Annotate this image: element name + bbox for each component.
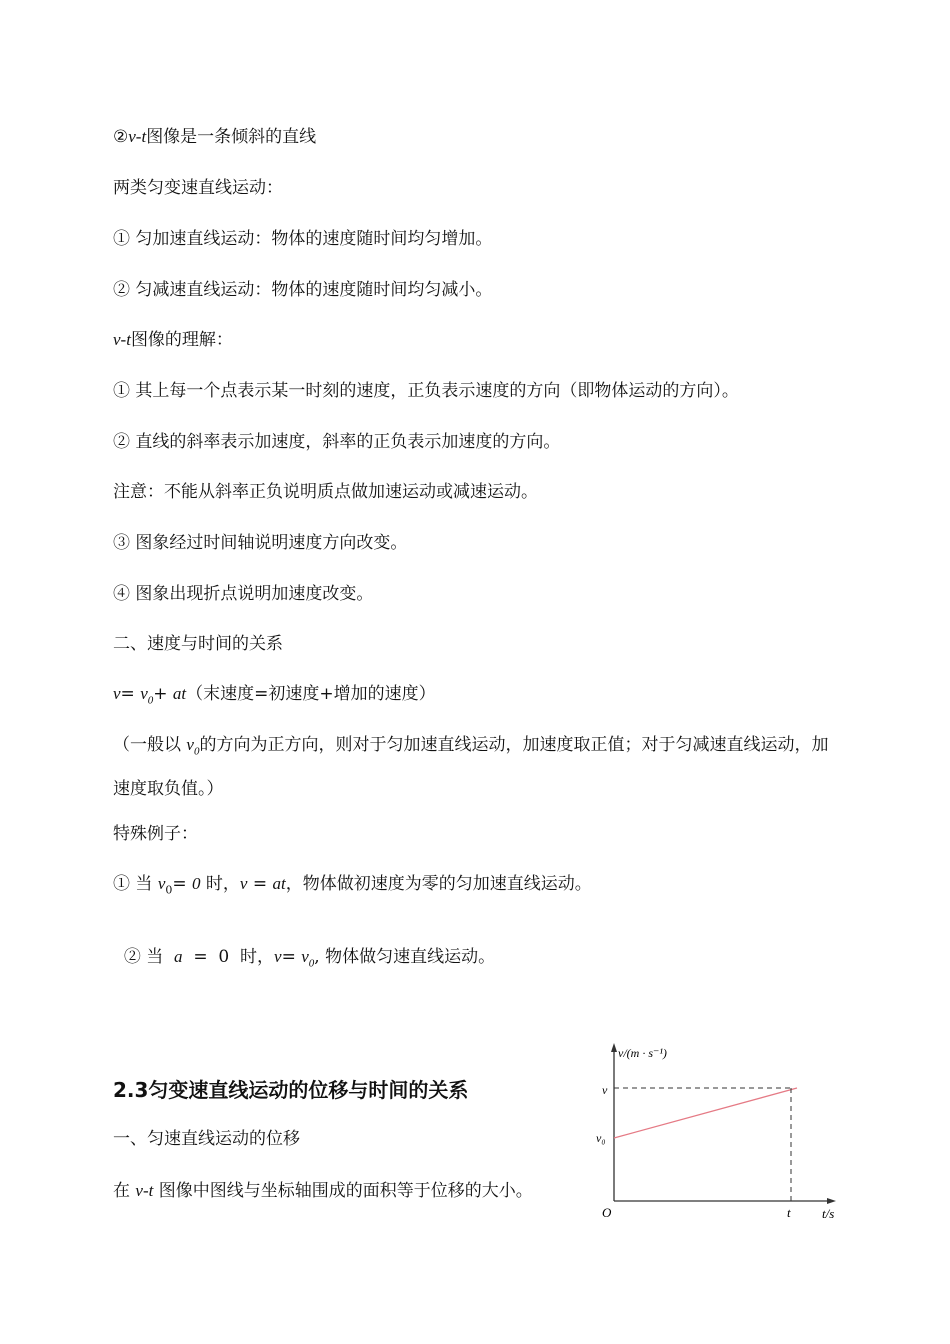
t: = 0 时， bbox=[182, 947, 275, 967]
circled-number: ② bbox=[113, 127, 129, 147]
t: ② 当 bbox=[123, 947, 175, 967]
var-v: v bbox=[274, 947, 282, 966]
t: 时， bbox=[200, 874, 240, 894]
text: 图像的理解： bbox=[130, 330, 233, 350]
plus: + bbox=[153, 684, 173, 704]
section-sub-uniform: 一、匀速直线运动的位移 bbox=[113, 1129, 300, 1149]
section-area-text bbox=[113, 1180, 533, 1202]
line-note: 注意：不能从斜率正负说明质点做加速运动或减速运动。 bbox=[113, 482, 538, 502]
y-axis-label: v/(m · s⁻¹) bbox=[618, 1046, 667, 1060]
sub-0: 0 bbox=[147, 694, 154, 707]
formula-line bbox=[113, 683, 436, 711]
v0-label: v₀ bbox=[596, 1131, 606, 1145]
var-a: a bbox=[174, 947, 183, 966]
direction-paragraph bbox=[113, 726, 843, 808]
t: , 物体做匀速直线运动。 bbox=[314, 947, 496, 967]
zero: 0 bbox=[192, 874, 201, 893]
var-v: v bbox=[113, 684, 121, 703]
line-point-meaning: ① 其上每一个点表示某一时刻的速度，正负表示速度的方向（即物体运动的方向）。 bbox=[113, 381, 739, 401]
formula-note: （末速度=初速度+增加的速度） bbox=[186, 684, 436, 704]
section-velocity-time: 二、速度与时间的关系 bbox=[113, 634, 283, 654]
var-vt: v-t bbox=[113, 330, 131, 349]
sub: 0 bbox=[165, 883, 173, 897]
special-examples: 特殊例子： bbox=[113, 824, 198, 844]
example-2 bbox=[113, 924, 495, 974]
x-axis-label: t/s bbox=[822, 1206, 835, 1221]
line-two-types: 两类匀变速直线运动： bbox=[113, 178, 283, 198]
origin-label: O bbox=[602, 1205, 612, 1220]
line-decelerate: ② 匀减速直线运动：物体的速度随时间均匀减小。 bbox=[113, 280, 493, 300]
t-label: t bbox=[787, 1205, 791, 1220]
t: ，物体做初速度为零的匀加速直线运动。 bbox=[285, 874, 592, 894]
example-1 bbox=[113, 873, 592, 901]
var-vt: v-t bbox=[135, 1181, 154, 1200]
var-v0: v bbox=[140, 684, 148, 703]
var-at: at bbox=[172, 684, 187, 703]
line-vt-graph-straight bbox=[113, 126, 316, 148]
var-v: v bbox=[186, 735, 194, 754]
text: 图像是一条倾斜的直线 bbox=[146, 127, 317, 147]
var-v0: v bbox=[157, 874, 166, 893]
post: 图像中图线与坐标轴围成的面积等于位移的大小。 bbox=[153, 1181, 533, 1201]
line-accelerate: ① 匀加速直线运动：物体的速度随时间均匀增加。 bbox=[113, 229, 493, 249]
line-vt-understanding bbox=[113, 329, 233, 351]
t: = bbox=[172, 874, 193, 894]
x-axis-arrow bbox=[827, 1198, 836, 1204]
section-title: 2.3匀变速直线运动的位移与时间的关系 bbox=[113, 1078, 469, 1102]
pre: （一般以 bbox=[113, 735, 187, 755]
pre: 在 bbox=[113, 1181, 136, 1201]
line-break-point: ④ 图象出现折点说明加速度改变。 bbox=[113, 584, 374, 604]
y-axis-arrow bbox=[611, 1043, 617, 1052]
eq: = bbox=[120, 684, 141, 704]
var-at: at bbox=[272, 874, 286, 893]
vt-graph bbox=[580, 1035, 850, 1230]
var-vt: v-t bbox=[128, 127, 147, 146]
t: = bbox=[247, 874, 273, 894]
t: ① 当 bbox=[113, 874, 158, 894]
sub-0: 0 bbox=[193, 745, 200, 758]
var-v0: v bbox=[301, 947, 309, 966]
line-cross-axis: ③ 图象经过时间轴说明速度方向改变。 bbox=[113, 533, 408, 553]
t: = bbox=[281, 947, 302, 967]
var-v: v bbox=[239, 874, 248, 893]
sub: 0 bbox=[308, 957, 315, 970]
velocity-line bbox=[614, 1088, 797, 1138]
post: 的方向为正方向，则对于匀加速直线运动，加速度取正值；对于匀减速直线运动，加速度取负值。） bbox=[113, 735, 829, 800]
line-slope-meaning: ② 直线的斜率表示加速度，斜率的正负表示加速度的方向。 bbox=[113, 432, 561, 452]
v-label: v bbox=[602, 1083, 608, 1097]
